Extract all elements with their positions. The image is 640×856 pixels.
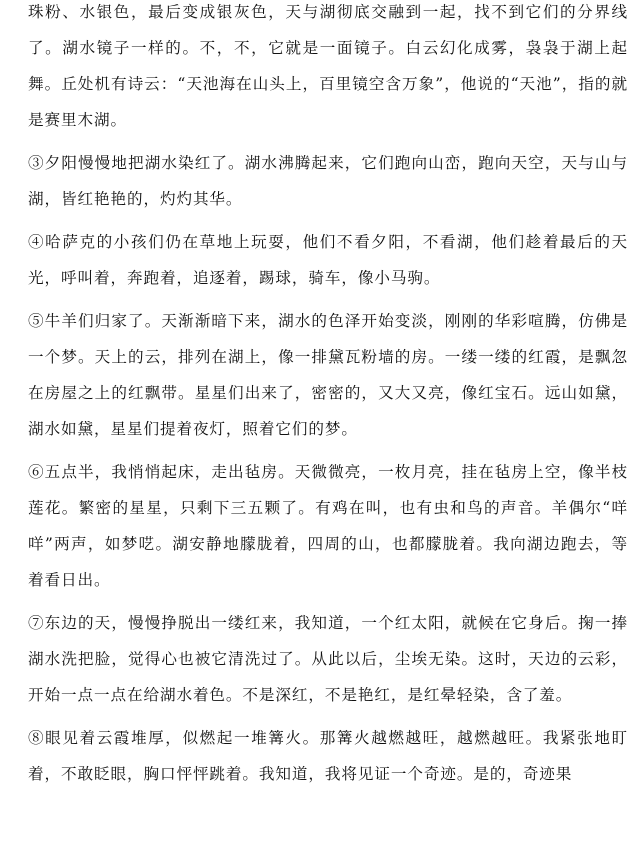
paragraph-6: ⑥五点半，我悄悄起床，走出毡房。天微微亮，一枚月亮，挂在毡房上空，像半枝莲花。繁密的星星，只剩下三五颗了。有鸡在叫，也有虫和鸟的声音。羊偶尔“咩咩”两声，如梦呓。湖安静地朦胧着，四周的山，也都朦胧着。我向湖边跑去，等着看日出。 — [28, 463, 628, 589]
paragraph-8: ⑧眼见着云霞堆厚，似燃起一堆篝火。那篝火越燃越旺，越燃越旺。我紧张地盯着，不敢眨眼，胸口怦怦跳着。我知道，我将见证一个奇迹。是的，奇迹果 — [28, 729, 628, 783]
paragraph-continued: 珠粉、水银色，最后变成银灰色，天与湖彻底交融到一起，找不到它们的分界线了。湖水镜子一样的。不，不，它就是一面镜子。白云幻化成雾，袅袅于湖上起舞。丘处机有诗云：“天池海在山头上，百里镜空含万象”，他说的“天池”，指的就是赛里木湖。 — [28, 3, 628, 129]
paragraph-5: ⑤牛羊们归家了。天渐渐暗下来，湖水的色泽开始变淡，刚刚的华彩喧腾，仿佛是一个梦。天上的云，排列在湖上，像一排黛瓦粉墙的房。一缕一缕的红霞，是飘忽在房屋之上的红飘带。星星们出来了，密密的，又大又亮，像红宝石。远山如黛，湖水如黛，星星们提着夜灯，照着它们的梦。 — [28, 312, 628, 438]
paragraph-7: ⑦东边的天，慢慢挣脱出一缕红来，我知道，一个红太阳，就候在它身后。掬一捧湖水洗把脸，觉得心也被它清洗过了。从此以后，尘埃无染。这时，天边的云彩，开始一点一点在给湖水着色。不是深红，不是艳红，是红晕轻染，含了羞。 — [28, 614, 628, 704]
paragraph-3: ③夕阳慢慢地把湖水染红了。湖水沸腾起来，它们跑向山峦，跑向天空，天与山与湖，皆红艳艳的，灼灼其华。 — [28, 154, 628, 208]
paragraph-4: ④哈萨克的小孩们仍在草地上玩耍，他们不看夕阳，不看湖，他们趁着最后的天光，呼叫着，奔跑着，追逐着，踢球，骑车，像小马驹。 — [28, 233, 628, 287]
